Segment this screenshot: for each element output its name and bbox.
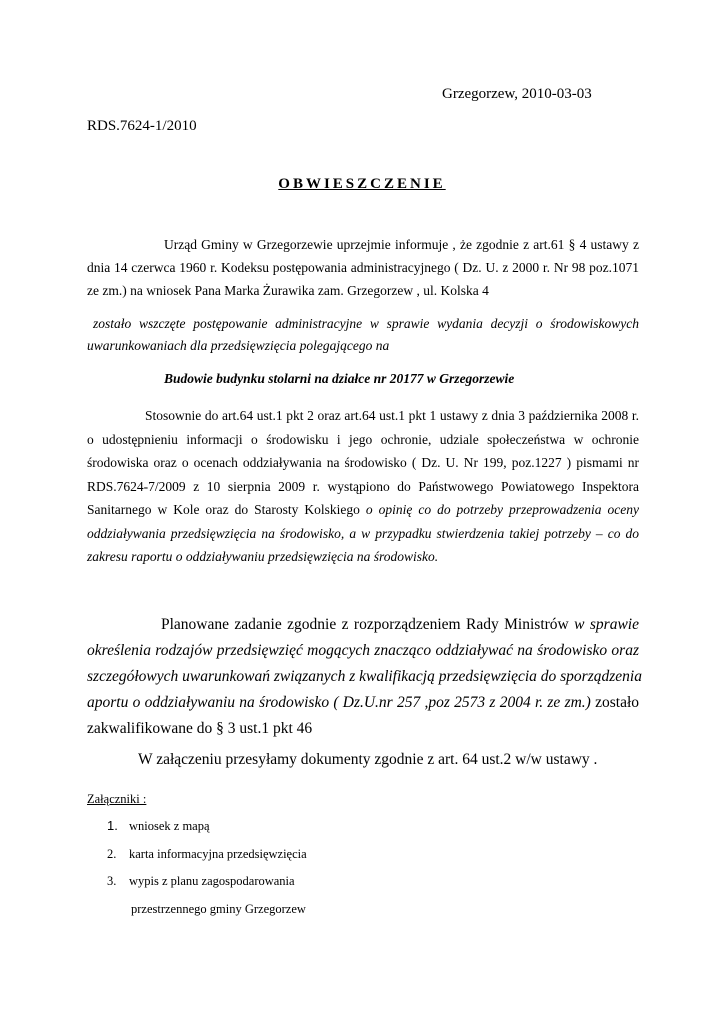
attachment-text: wypis z planu zagospodarowania <box>129 874 295 888</box>
paragraph-line: środowiska oraz o ocenach oddziaływania na środowisko ( Dz. U. Nr 199, poz.1227 ) pismami nr <box>87 455 639 470</box>
document-title: OBWIESZCZENIE <box>278 176 446 192</box>
paragraph-line <box>87 612 639 638</box>
attachment-number: 2. <box>107 847 117 861</box>
line-text: Planowane zadanie zgodnie z rozporządzeniem Rady Ministrów <box>161 616 569 633</box>
attachment-item <box>107 847 307 862</box>
attachment-number: 1. <box>107 818 118 833</box>
line-text-italic: o opinię co do potrzeby przeprowadzenia oceny <box>365 502 640 517</box>
attachments-heading: Załączniki : <box>87 792 147 806</box>
paragraph-line: uwarunkowaniach dla przedsięwzięcia polegającego na <box>87 338 390 353</box>
attachment-item <box>107 818 210 834</box>
paragraph-qualification <box>87 612 642 742</box>
paragraph-line: dnia 14 czerwca 1960 r. Kodeksu postępowania administracyjnego ( Dz. U. z 2000 r. Nr 98 poz.1071 <box>87 260 639 275</box>
attachment-text: karta informacyjna przedsięwzięcia <box>129 847 307 861</box>
paragraph-line: RDS.7624-7/2009 z 10 sierpnia 2009 r. wystąpiono do Państwowego Powiatowego Inspektora <box>87 478 639 494</box>
paragraph-line: określenia rodzajów przedsięwzięć mogących znacząco oddziaływać na środowisko oraz <box>87 642 639 659</box>
paragraph-line <box>87 690 639 716</box>
attachment-continuation: przestrzennego gminy Grzegorzew <box>131 902 306 916</box>
paragraph-line: Stosownie do art.64 ust.1 pkt 2 oraz art.64 ust.1 pkt 1 ustawy z dnia 3 października 2008 r. <box>145 408 639 423</box>
paragraph-line: o udostępnieniu informacji o środowisku i jego ochronie, udziale społeczeństwa w ochronie <box>87 431 639 447</box>
attachment-item <box>107 874 295 889</box>
paragraph-line: oddziaływania przedsięwzięcia na środowisko, a w przypadku stwierdzenia takiej potrzeby – co do <box>87 525 639 541</box>
paragraph-intro <box>87 233 639 302</box>
paragraph-proceedings <box>87 313 639 357</box>
paragraph-line: Urząd Gminy w Grzegorzewie uprzejmie informuje , że zgodnie z art.61 § 4 ustawy z <box>164 237 639 252</box>
paragraph-line: szczegółowych uwarunkowań związanych z kwalifikacją przedsięwzięcia do sporządzenia <box>87 668 642 685</box>
paragraph-line: ze zm.) na wniosek Pana Marka Żurawika zam. Grzegorzew , ul. Kolska 4 <box>87 283 489 298</box>
line-text: Sanitarnego w Kole oraz do Starosty Kolskiego <box>87 502 360 517</box>
paragraph-line <box>87 498 639 522</box>
line-text-italic: aportu o oddziaływaniu na środowisko ( Dz.U.nr 257 ,poz 2573 z 2004 r. ze zm.) <box>87 694 591 711</box>
attachment-text: wniosek z mapą <box>129 819 210 833</box>
line-text-italic: w sprawie <box>574 616 639 633</box>
line-text: zostało <box>595 694 640 711</box>
project-subject: Budowie budynku stolarni na działce nr 20177 w Grzegorzewie <box>164 371 515 386</box>
paragraph-legal-basis <box>87 404 639 569</box>
paragraph-line: zostało wszczęte postępowanie administracyjne w sprawie wydania decyzji o środowiskowych <box>93 316 639 331</box>
paragraph-enclosure: W załączeniu przesyłamy dokumenty zgodnie z art. 64 ust.2 w/w ustawy . <box>138 751 598 768</box>
attachment-number: 3. <box>107 874 117 888</box>
place-date: Grzegorzew, 2010-03-03 <box>442 86 592 102</box>
reference-number: RDS.7624-1/2010 <box>87 118 197 134</box>
paragraph-line: zakresu raportu o oddziaływaniu przedsięwzięcia na środowisko. <box>87 549 439 564</box>
paragraph-line: zakwalifikowane do § 3 ust.1 pkt 46 <box>87 720 313 737</box>
